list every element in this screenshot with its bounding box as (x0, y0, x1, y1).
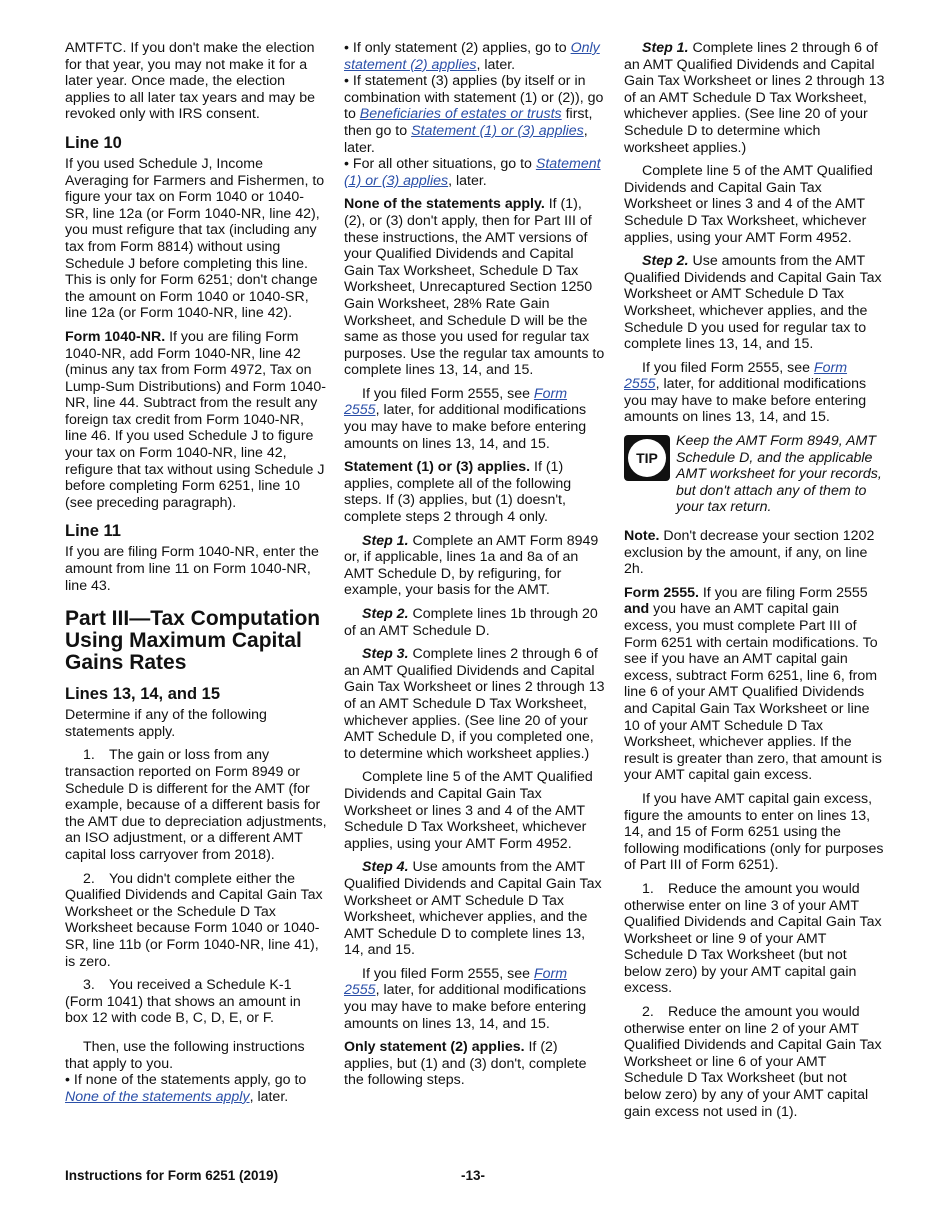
link-statement-1-or-3-other[interactable]: Statement (1) or (3) applies (344, 156, 601, 189)
column-1 (65, 40, 327, 1105)
bullet-text: , later. (476, 56, 516, 73)
paragraph-line-10: If you used Schedule J, Income Averaging for Farmers and Fishermen, to figure your tax on Form 1040 or 1040-SR, line 12a (or Form 1040-NR, line 42), you must refigure that tax (including any tax from Form 8814) without using Schedule J before completing this line. This is only for Form 6251; don't change the amount on Form 1040 or 1040-SR, line 12a (or Form 1040-NR, line 42). (65, 155, 325, 322)
text: , later, for additional modifications you may have to make before entering amounts on lines 13, 14, and 15. (344, 402, 587, 452)
text-and: and (624, 601, 650, 618)
heading-lines-13-15: Lines 13, 14, and 15 (65, 685, 220, 704)
step-label: Step 1. (362, 532, 409, 549)
bullet-none-apply (65, 1072, 327, 1105)
step-label: Step 4. (362, 859, 409, 876)
step-2 (344, 606, 606, 639)
paragraph-statement-1-3 (344, 459, 606, 525)
paragraph-line-5: Complete line 5 of the AMT Qualified Dividends and Capital Gain Tax Worksheet or lines 3 and 4 of the AMT Schedule D Tax Worksheet, whichever applies, using your AMT Form 4952. (344, 769, 593, 852)
label-none-apply: None of the statements apply. (344, 196, 545, 213)
step-2 (624, 253, 886, 353)
step-1 (624, 40, 886, 156)
bullet-statement-3 (344, 73, 606, 156)
label-form-2555: Form 2555. (624, 584, 699, 601)
paragraph-form-2555 (624, 360, 886, 426)
step-label: Step 2. (362, 606, 409, 622)
text-none-apply: If (1), (2), or (3) don't apply, then for Part III of these instructions, the AMT versions of your Qualified Dividends and Capital Gain Tax Worksheet, Schedule D Tax Worksheet, Unrecaptured Section 1250 Gain Worksheet, 28% Rate Gain Worksheet, and Schedule D will be the same as those you used for regular tax purposes. Use the regular tax amounts to complete lines 13, 14, and 15. (344, 196, 605, 379)
step-1 (344, 533, 606, 599)
step-text: Complete lines 1b through 20 of an AMT Schedule D. (344, 606, 598, 639)
heading-line-11: Line 11 (65, 522, 121, 541)
text-only-statement-2: If (2) applies, but (1) and (3) don't, complete the following steps. (344, 1039, 587, 1089)
footer-title: Instructions for Form 6251 (2019) (65, 1168, 279, 1183)
step-4 (344, 859, 606, 959)
text-note: Don't decrease your section 1202 exclusion by the amount, if any, on line 2h. (624, 528, 875, 578)
step-text: Complete lines 2 through 6 of an AMT Qualified Dividends and Capital Gain Tax Worksheet or lines 2 through 13 of an AMT Schedule D Tax Worksheet, whichever applies. (See line 20 of your Schedule D to determine which worksheet applies.) (624, 40, 885, 156)
page-number: -13- (461, 1168, 486, 1183)
text: If you are filing Form 2555 (698, 584, 868, 601)
bullet-text: • If statement (3) applies (by itself or in combination with statement (1) or (2)), go to (344, 73, 604, 123)
step-text: Complete lines 2 through 6 of an AMT Qualified Dividends and Capital Gain Tax Worksheet or lines 2 through 13 of an AMT Schedule D Tax Worksheet, whichever applies. (See line 20 of your AMT Schedule D, if you completed one, to determine which worksheet applies.) (344, 646, 605, 762)
step-label: Step 3. (362, 646, 409, 663)
column-2 (344, 40, 606, 1096)
statement-3: 3. You received a Schedule K-1 (Form 1041) that shows an amount in box 12 with code B, C, D, E, or F. (65, 977, 301, 1027)
statement-2: 2. You didn't complete either the Qualified Dividends and Capital Gain Tax Worksheet or the Schedule D Tax Worksheet because Form 1040 or 1040-SR, line 11b (or Form 1040-NR, line 41), is zero. (65, 870, 323, 970)
paragraph-excess: If you have AMT capital gain excess, figure the amounts to enter on lines 13, 14, and 15 of Form 6251 using the following modifications (only for purposes of Part III of Form 6251). (624, 790, 884, 874)
label-only-statement-2: Only statement (2) applies. (344, 1039, 525, 1056)
link-form-2555[interactable]: Form 2555 (624, 359, 848, 393)
modification-2: 2. Reduce the amount you would otherwise enter on line 2 of your AMT Qualified Dividends and Capital Gain Tax Worksheet or line 6 of your AMT Schedule D Tax Worksheet (but not below zero) by any of your AMT capital gain excess not used in (1). (624, 1004, 882, 1120)
paragraph-form-2555-a (344, 386, 606, 452)
paragraph-then: Then, use the following instructions that apply to you. (65, 1038, 305, 1072)
paragraph-line-5: Complete line 5 of the AMT Qualified Dividends and Capital Gain Tax Worksheet or lines 3 and 4 of the AMT Schedule D Tax Worksheet, whichever applies, using your AMT Form 4952. (624, 163, 873, 246)
step-text: Use amounts from the AMT Qualified Dividends and Capital Gain Tax Worksheet or AMT Schedule D Tax Worksheet, whichever applies, and the Schedule D you used for regular tax to complete lines 13, 14, and 15. (624, 253, 882, 353)
paragraph-only-statement-2 (344, 1039, 606, 1089)
step-label: Step 2. (642, 253, 689, 270)
tip-badge-label: TIP (628, 439, 666, 477)
text: , later, for additional modifications you may have to make before entering amounts on lines 13, 14, and 15. (344, 982, 587, 1032)
column-3 (624, 40, 886, 1127)
bullet-only-2 (344, 40, 606, 73)
link-only-statement-2[interactable]: Only statement (2) applies (344, 40, 600, 73)
paragraph-line-11: If you are filing Form 1040-NR, enter the amount from line 11 on Form 1040-NR, line 43. (65, 544, 319, 594)
bullet-text: • For all other situations, go to (344, 156, 536, 173)
bullet-text: • If none of the statements apply, go to (65, 1072, 307, 1089)
paragraph-determine: Determine if any of the following statements apply. (65, 707, 267, 740)
text-form-1040nr: If you are filing Form 1040-NR, add Form 1040-NR, line 42 (minus any tax from Form 4972, Tax on Lump-Sum Distributions) and Form 1040-NR, line 44. Subtract from the result any foreign tax credit from Form 1040-NR, line 46. If you used Schedule J to figure your tax on Form 1040-NR, line 42, refigure that tax without using Schedule J before completing Form 6251, line 10 (see preceding paragraph). (65, 328, 326, 511)
label-form-1040nr: Form 1040-NR. (65, 328, 166, 345)
step-3 (344, 646, 606, 762)
paragraph-amtftc: AMTFTC. If you don't make the election for that year, you may not make it for a later year. Once made, the election applies to all later tax years and may be revoked only with IRS consent. (65, 40, 315, 123)
bullet-text: , later. (249, 1088, 289, 1105)
paragraph-form-2555-excess (624, 585, 886, 784)
label-statement-1-3: Statement (1) or (3) applies. (344, 459, 531, 476)
heading-part-3: Part III—Tax Computation Using Maximum Capital Gains Rates (65, 607, 321, 675)
tip-text: Keep the AMT Form 8949, AMT Schedule D, and the applicable AMT worksheet for your records, but don't attach any of them to your tax return. (676, 433, 882, 516)
text: , later, for additional modifications you may have to make before entering amounts on lines 13, 14, and 15. (624, 376, 867, 426)
tip-icon (624, 435, 670, 481)
bullet-text: , later. (448, 172, 487, 189)
link-none-of-statements[interactable]: None of the statements apply (65, 1088, 250, 1105)
text-statement-1-3: If (1) applies, complete all of the following steps. If (3) applies, but (1) doesn't, complete steps 2 through 4 only. (344, 459, 572, 526)
paragraph-form-2555-b (344, 966, 606, 1032)
text: If you filed Form 2555, see (362, 385, 534, 402)
bullet-text: , later. (344, 122, 588, 156)
statement-1: 1. The gain or loss from any transaction reported on Form 8949 or Schedule D is different for the AMT (for example, because of a different basis for the AMT due to depreciation adjustments, an ISO adjustment, or a different AMT capital loss carryover from 2018). (65, 747, 327, 863)
bullet-text: • If only statement (2) applies, go to (344, 40, 571, 56)
step-text: Complete an AMT Form 8949 or, if applicable, lines 1a and 8a of an AMT Schedule D, by refiguring, for example, your basis for the AMT. (344, 532, 599, 599)
text: If you filed Form 2555, see (362, 965, 534, 982)
link-form-2555[interactable]: Form 2555 (344, 385, 568, 419)
link-statement-1-or-3[interactable]: Statement (1) or (3) applies (411, 122, 584, 139)
link-form-2555[interactable]: Form 2555 (344, 965, 568, 999)
heading-line-10: Line 10 (65, 133, 122, 152)
text: you have an AMT capital gain excess, you must complete Part III of Form 6251 with certain modifications. To see if you have an AMT capital gain excess, subtract Form 6251, line 6, from line 6 of your AMT Qualified Dividends and Capital Gain Tax Worksheet or line 10 of your AMT Schedule D Tax Worksheet, whichever applies. If the result is greater than zero, that amount is your AMT capital gain excess. (624, 601, 882, 784)
paragraph-form-1040nr (65, 329, 327, 512)
step-label: Step 1. (642, 40, 689, 56)
step-text: Use amounts from the AMT Qualified Dividends and Capital Gain Tax Worksheet or AMT Schedule D Tax Worksheet, whichever applies, and the AMT Schedule D to complete lines 13, 14, and 15. (344, 859, 602, 959)
modification-1: 1. Reduce the amount you would otherwise enter on line 3 of your AMT Qualified Dividends and Capital Gain Tax Worksheet or line 9 of your AMT Schedule D Tax Worksheet (but not below zero) by your AMT capital gain excess. (624, 880, 882, 997)
label-note: Note. (624, 528, 660, 545)
bullet-other (344, 156, 606, 189)
text: If you filed Form 2555, see (642, 359, 814, 376)
bullet-text: first, then go to (344, 106, 593, 139)
tip-box (624, 433, 886, 516)
paragraph-none-apply (344, 196, 606, 379)
paragraph-note (624, 528, 886, 578)
link-beneficiaries[interactable]: Beneficiaries of estates or trusts (359, 106, 562, 123)
